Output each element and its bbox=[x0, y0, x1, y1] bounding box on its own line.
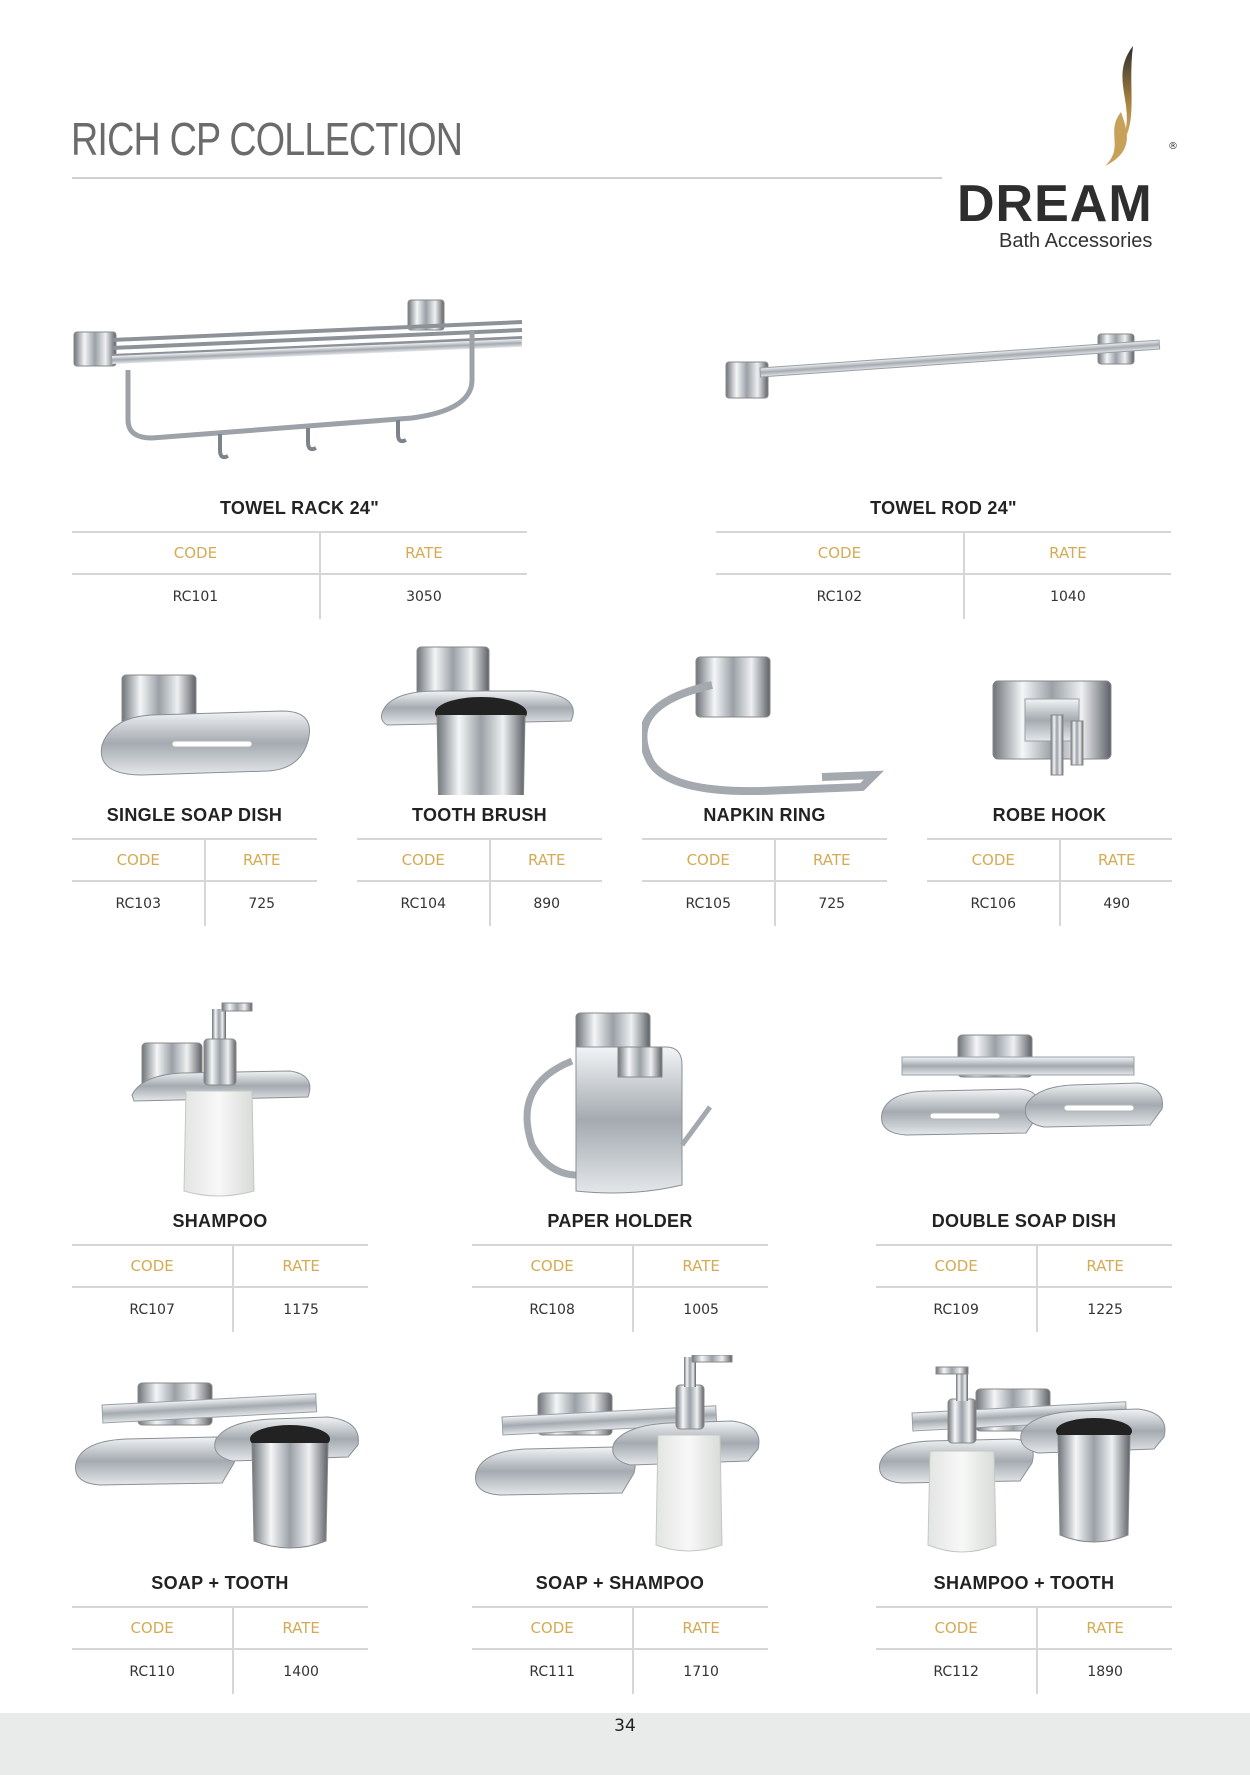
product-code: RC110 bbox=[129, 1664, 175, 1680]
code-rate-table bbox=[876, 1606, 1172, 1694]
product-name: DOUBLE SOAP DISH bbox=[931, 1211, 1117, 1231]
code-rate-table bbox=[716, 531, 1171, 619]
code-rate-table bbox=[357, 838, 602, 926]
product-rate: 1710 bbox=[633, 1649, 768, 1694]
paper-holder-image bbox=[472, 995, 768, 1205]
logo-tagline: Bath Accessories bbox=[999, 230, 1153, 252]
product-code: RC109 bbox=[933, 1302, 979, 1318]
product-code: RC108 bbox=[529, 1302, 575, 1318]
code-header: CODE bbox=[357, 839, 490, 881]
soap-tooth-image bbox=[72, 1355, 368, 1565]
code-header: CODE bbox=[72, 839, 205, 881]
product-rate: 725 bbox=[205, 881, 317, 926]
product-name: SHAMPOO bbox=[172, 1211, 268, 1231]
shampoo-dispenser-image bbox=[72, 995, 368, 1205]
code-rate-table bbox=[642, 838, 887, 926]
product-paper-holder bbox=[472, 995, 768, 1332]
product-shampoo-tooth bbox=[876, 1355, 1172, 1694]
product-name: TOWEL RACK 24" bbox=[219, 498, 380, 518]
rate-header: RATE bbox=[1037, 1607, 1172, 1649]
product-name: NAPKIN RING bbox=[703, 805, 826, 825]
product-towel-rod bbox=[716, 270, 1171, 619]
code-rate-table bbox=[72, 1606, 368, 1694]
page-title: RICH CP COLLECTION bbox=[71, 113, 463, 165]
product-code: RC106 bbox=[970, 896, 1016, 912]
product-name: SOAP + TOOTH bbox=[151, 1573, 289, 1593]
tooth-brush-holder-image bbox=[357, 645, 602, 795]
rate-header: RATE bbox=[233, 1245, 368, 1287]
rate-header: RATE bbox=[633, 1245, 768, 1287]
product-soap-tooth bbox=[72, 1355, 368, 1694]
code-header: CODE bbox=[716, 532, 964, 574]
towel-rack-image bbox=[72, 270, 527, 470]
product-code: RC112 bbox=[933, 1664, 979, 1680]
product-rate: 3050 bbox=[320, 574, 527, 619]
code-rate-table bbox=[927, 838, 1172, 926]
product-robe-hook bbox=[927, 645, 1172, 926]
double-soap-dish-image bbox=[876, 995, 1172, 1205]
product-rate: 1005 bbox=[633, 1287, 768, 1332]
product-code: RC103 bbox=[115, 896, 161, 912]
rate-header: RATE bbox=[205, 839, 317, 881]
product-name: ROBE HOOK bbox=[992, 805, 1107, 825]
code-header: CODE bbox=[876, 1245, 1037, 1287]
product-rate: 1400 bbox=[233, 1649, 368, 1694]
product-name: PAPER HOLDER bbox=[547, 1211, 693, 1231]
product-towel-rack bbox=[72, 270, 527, 619]
code-header: CODE bbox=[472, 1245, 633, 1287]
product-double-soap-dish bbox=[876, 995, 1172, 1332]
rate-header: RATE bbox=[1060, 839, 1172, 881]
code-header: CODE bbox=[642, 839, 775, 881]
page-number: 34 bbox=[614, 1716, 636, 1736]
rate-header: RATE bbox=[633, 1607, 768, 1649]
product-code: RC111 bbox=[529, 1664, 575, 1680]
product-soap-shampoo bbox=[472, 1355, 768, 1694]
product-name: SHAMPOO + TOOTH bbox=[933, 1573, 1115, 1593]
header-divider bbox=[72, 177, 942, 179]
product-name: SOAP + SHAMPOO bbox=[535, 1573, 705, 1593]
rate-header: RATE bbox=[490, 839, 602, 881]
code-rate-table bbox=[472, 1244, 768, 1332]
product-name: TOOTH BRUSH bbox=[412, 805, 547, 825]
code-header: CODE bbox=[472, 1607, 633, 1649]
product-rate: 1890 bbox=[1037, 1649, 1172, 1694]
product-name: TOWEL ROD 24" bbox=[870, 498, 1017, 518]
registered-mark: ® bbox=[1168, 141, 1178, 152]
product-rate: 1040 bbox=[964, 574, 1171, 619]
product-name: SINGLE SOAP DISH bbox=[106, 805, 283, 825]
product-code: RC104 bbox=[400, 896, 446, 912]
rate-header: RATE bbox=[233, 1607, 368, 1649]
product-rate: 1225 bbox=[1037, 1287, 1172, 1332]
product-code: RC101 bbox=[172, 589, 219, 605]
brand-logo bbox=[955, 42, 1185, 252]
rate-header: RATE bbox=[1037, 1245, 1172, 1287]
code-rate-table bbox=[72, 838, 317, 926]
code-header: CODE bbox=[72, 1245, 233, 1287]
code-header: CODE bbox=[876, 1607, 1037, 1649]
rate-header: RATE bbox=[964, 532, 1171, 574]
code-header: CODE bbox=[72, 532, 320, 574]
code-rate-table bbox=[72, 1244, 368, 1332]
product-rate: 1175 bbox=[233, 1287, 368, 1332]
rate-header: RATE bbox=[320, 532, 527, 574]
product-single-soap-dish bbox=[72, 645, 317, 926]
napkin-ring-image bbox=[642, 645, 887, 795]
product-rate: 890 bbox=[490, 881, 602, 926]
soap-dish-image bbox=[72, 645, 317, 795]
code-rate-table bbox=[876, 1244, 1172, 1332]
robe-hook-image bbox=[927, 645, 1172, 795]
product-code: RC107 bbox=[129, 1302, 175, 1318]
towel-rod-image bbox=[716, 270, 1171, 470]
logo-wordmark: DREAM bbox=[957, 175, 1153, 233]
product-rate: 725 bbox=[775, 881, 887, 926]
soap-shampoo-image bbox=[472, 1355, 768, 1565]
product-shampoo bbox=[72, 995, 368, 1332]
rate-header: RATE bbox=[775, 839, 887, 881]
code-header: CODE bbox=[72, 1607, 233, 1649]
product-code: RC102 bbox=[816, 589, 863, 605]
product-tooth-brush bbox=[357, 645, 602, 926]
product-rate: 490 bbox=[1060, 881, 1172, 926]
code-rate-table bbox=[72, 531, 527, 619]
flame-logo-icon bbox=[955, 42, 1185, 172]
product-napkin-ring bbox=[642, 645, 887, 926]
shampoo-tooth-image bbox=[876, 1355, 1172, 1565]
code-rate-table bbox=[472, 1606, 768, 1694]
code-header: CODE bbox=[927, 839, 1060, 881]
product-code: RC105 bbox=[685, 896, 731, 912]
